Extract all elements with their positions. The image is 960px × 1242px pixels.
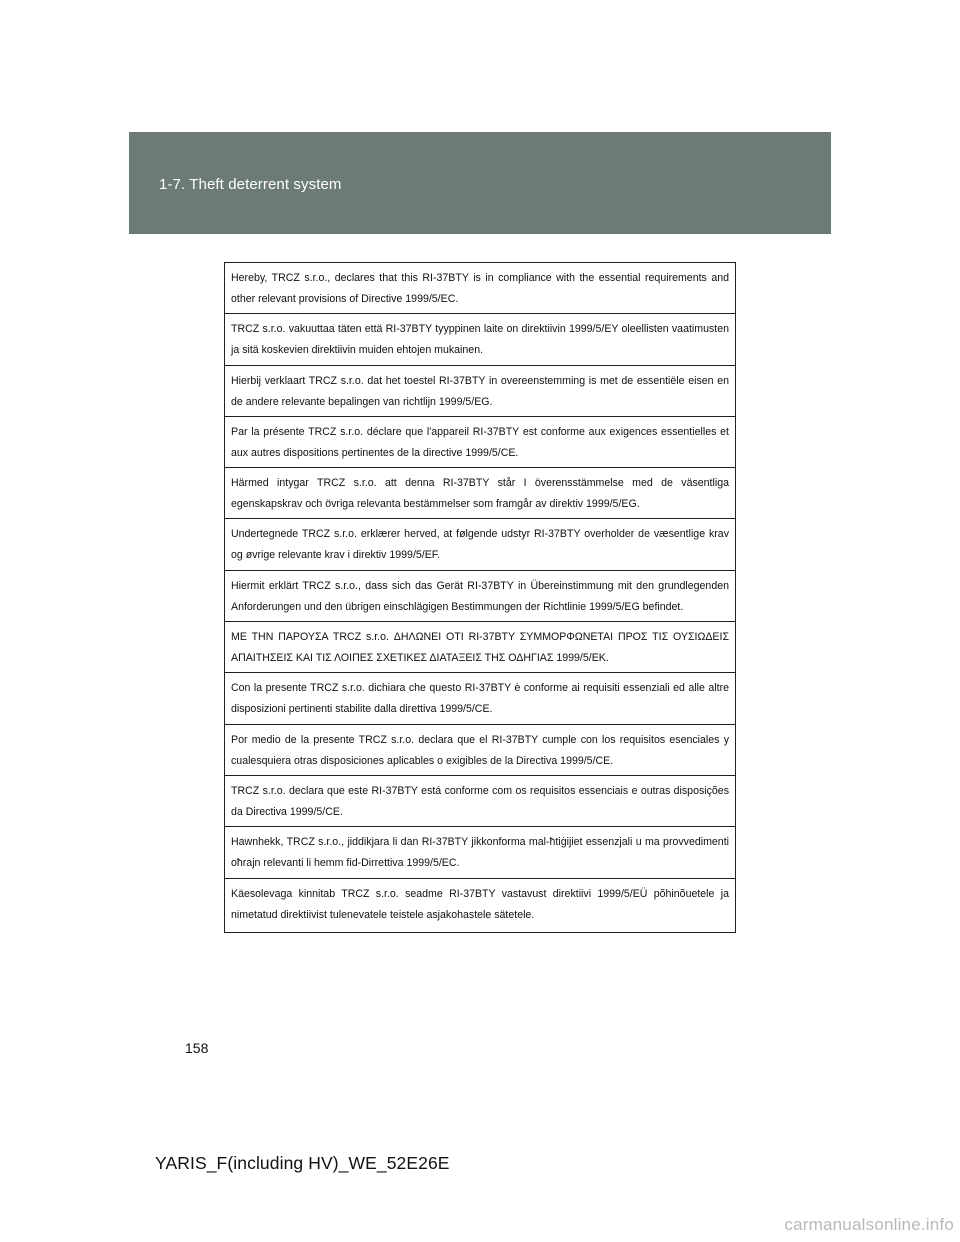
declaration-el: ΜΕ ΤΗΝ ΠΑΡΟΥΣΑ TRCZ s.r.o. ΔΗΛΩΝΕΙ ΟΤΙ RI-37BTY ΣΥΜΜΟΡΦΩΝΕΤΑΙ ΠΡΟΣ ΤΙΣ ΟΥΣΙΩΔΕΙΣ ΑΠΑΙΤΗΣΕΙΣ ΚΑΙ ΤΙΣ ΛΟΙΠΕΣ ΣΧΕΤΙΚΕΣ ΔΙΑΤΑΞΕΙΣ ΤΗΣ ΟΔΗΓΙΑΣ 1999/5/ΕΚ.	[225, 622, 735, 673]
declaration-it: Con la presente TRCZ s.r.o. dichiara che questo RI-37BTY è conforme ai requisiti essenziali ed alle altre disposizioni pertinenti stabilite dalla direttiva 1999/5/CE.	[225, 673, 735, 724]
watermark: carmanualsonline.info	[784, 1215, 954, 1234]
declaration-es: Por medio de la presente TRCZ s.r.o. declara que el RI-37BTY cumple con los requisitos esenciales y cualesquiera otras disposiciones aplicables o exigibles de la Directiva 1999/5/CE.	[225, 725, 735, 776]
declaration-sv: Härmed intygar TRCZ s.r.o. att denna RI-37BTY står I överensstämmelse med de väsentliga egenskapskrav och övriga relevanta bestämmelser som framgår av direktiv 1999/5/EG.	[225, 468, 735, 519]
declaration-mt: Hawnhekk, TRCZ s.r.o., jiddikjara li dan RI-37BTY jikkonforma mal-ħtiġijiet essenzjali u ma provvedimenti oħrajn relevanti li hemm fid-Dirrettiva 1999/5/EC.	[225, 827, 735, 878]
section-header	[129, 132, 831, 234]
declaration-de: Hiermit erklärt TRCZ s.r.o., dass sich das Gerät RI-37BTY in Übereinstimmung mit den grundlegenden Anforderungen und den übrigen einschlägigen Bestimmungen der Richtlinie 1999/5/EG befindet.	[225, 571, 735, 622]
declarations-table	[224, 262, 736, 933]
declaration-pt: TRCZ s.r.o. declara que este RI-37BTY está conforme com os requisitos essenciais e outras disposições da Directiva 1999/5/CE.	[225, 776, 735, 827]
page-number: 158	[185, 1040, 209, 1056]
declaration-et: Käesolevaga kinnitab TRCZ s.r.o. seadme RI-37BTY vastavust direktiivi 1999/5/EÜ põhinõuetele ja nimetatud direktiivist tulenevatele teistele asjakohastele sätetele.	[231, 887, 729, 921]
declaration-da: Undertegnede TRCZ s.r.o. erklærer herved, at følgende udstyr RI-37BTY overholder de væsentlige krav og øvrige relevante krav i direktiv 1999/5/EF.	[225, 519, 735, 570]
document-code: YARIS_F(including HV)_WE_52E26E	[155, 1153, 450, 1173]
section-title: 1-7. Theft deterrent system	[159, 176, 342, 193]
declaration-en: Hereby, TRCZ s.r.o., declares that this RI-37BTY is in compliance with the essential requirements and other relevant provisions of Directive 1999/5/EC.	[225, 263, 735, 314]
declaration-nl: Hierbij verklaart TRCZ s.r.o. dat het toestel RI-37BTY in overeenstemming is met de essentiële eisen en de andere relevante bepalingen van richtlijn 1999/5/EG.	[225, 366, 735, 417]
declaration-fr: Par la présente TRCZ s.r.o. déclare que l'appareil RI-37BTY est conforme aux exigences essentielles et aux autres dispositions pertinentes de la directive 1999/5/CE.	[225, 417, 735, 468]
declaration-fi: TRCZ s.r.o. vakuuttaa täten että RI-37BTY tyyppinen laite on direktiivin 1999/5/EY oleellisten vaatimusten ja sitä koskevien direktiivin muiden ehtojen mukainen.	[225, 314, 735, 365]
